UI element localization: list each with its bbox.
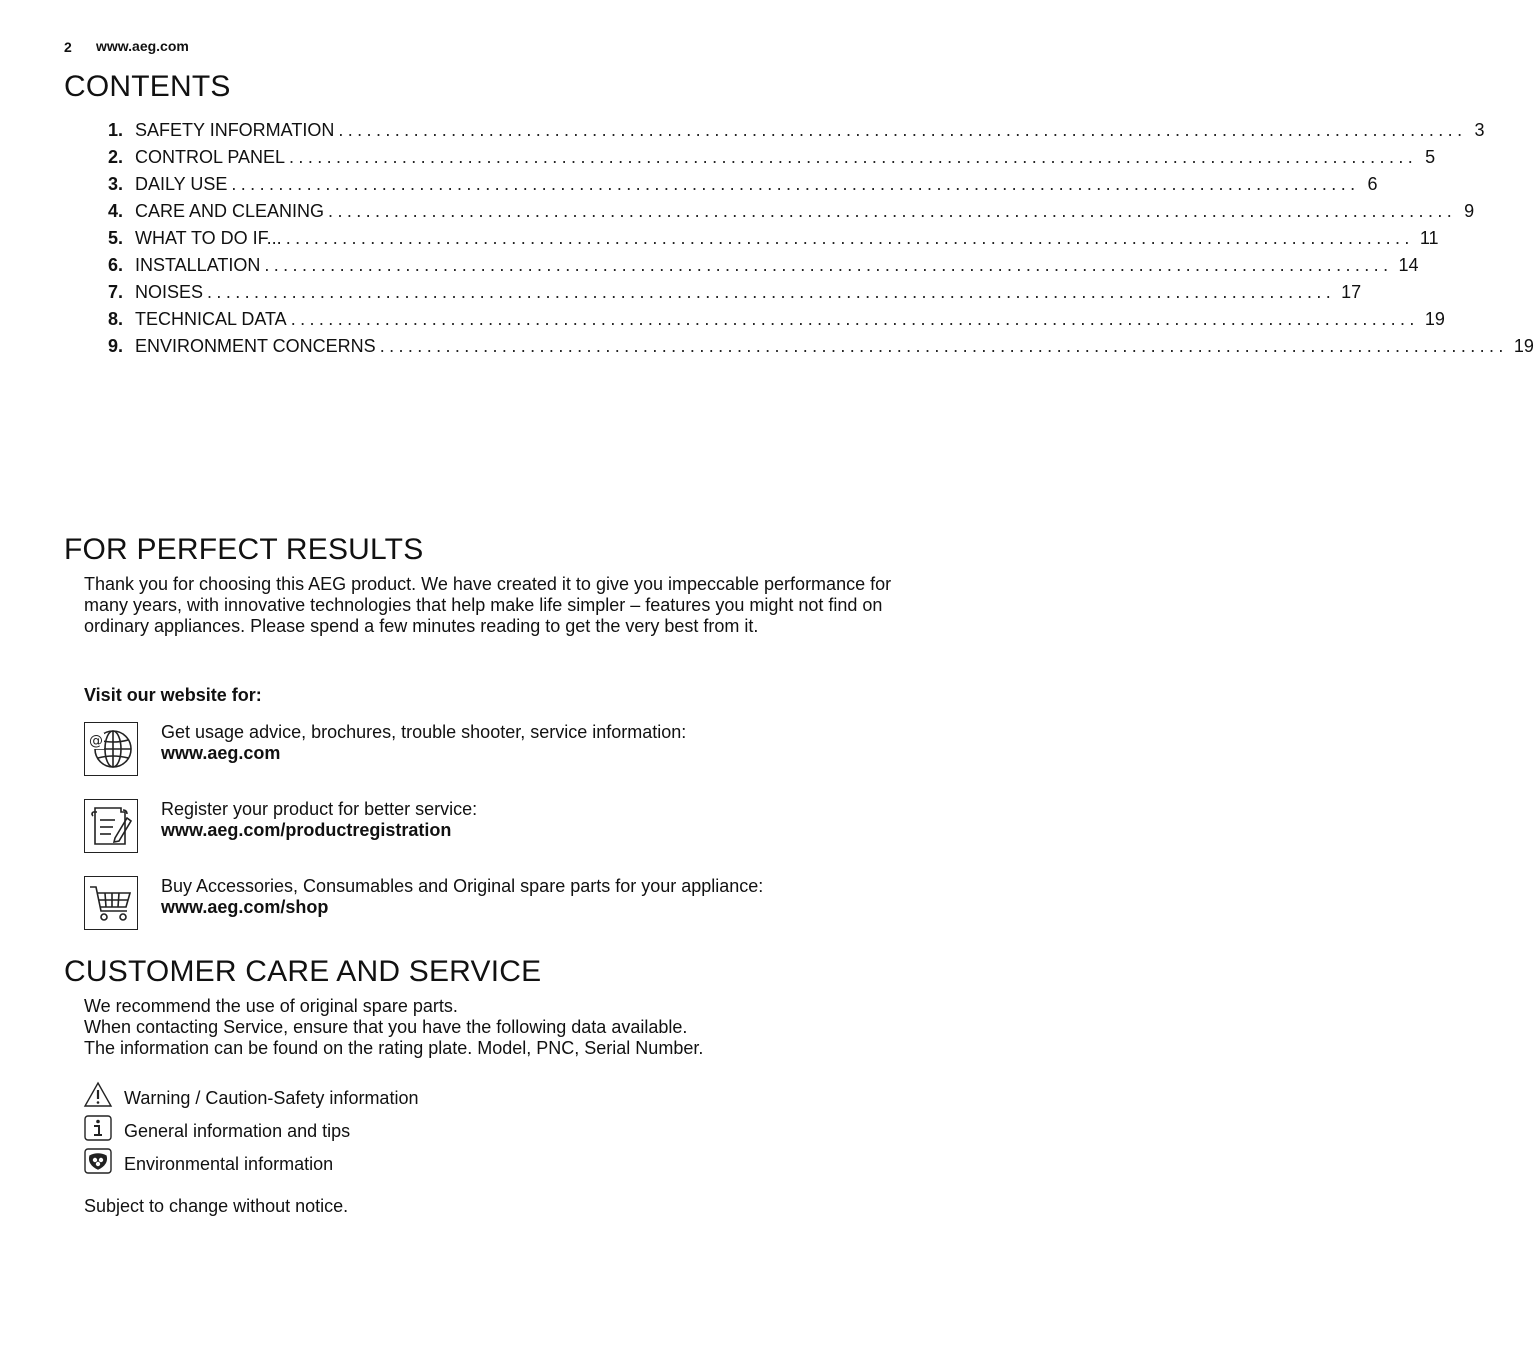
toc-item-safety-information[interactable] (108, 120, 1485, 147)
warning-icon (84, 1082, 112, 1108)
toc-item-page: 9 (1464, 201, 1475, 221)
toc-item-title: SAFETY INFORMATION (135, 120, 335, 140)
legend-label: General information and tips (124, 1121, 351, 1141)
perfect-results-heading: FOR PERFECT RESULTS (64, 533, 424, 566)
legend-warning (84, 1082, 584, 1112)
customer-care-line: We recommend the use of original spare parts. (84, 996, 458, 1016)
toc-leader-dots: ........................................................................................................................ (290, 309, 1419, 329)
visit-website-label: Visit our website for: (84, 685, 262, 705)
contents-heading: CONTENTS (64, 70, 231, 103)
toc-item-page: 3 (1474, 120, 1485, 140)
legend-environment (84, 1148, 584, 1178)
toc-item-environment-concerns[interactable] (108, 336, 1534, 363)
toc-item-noises[interactable] (108, 282, 1362, 309)
toc-leader-dots: ........................................................................................................................ (207, 282, 1336, 302)
toc-item-number: 1. (108, 120, 124, 140)
legend-label: Warning / Caution-Safety information (124, 1088, 419, 1108)
customer-care-heading: CUSTOMER CARE AND SERVICE (64, 955, 542, 988)
toc-item-page: 17 (1341, 282, 1362, 302)
toc-leader-dots: ........................................................................................................................ (231, 174, 1360, 194)
toc-item-installation[interactable] (108, 255, 1419, 282)
toc-leader-dots: ........................................................................................................................ (289, 147, 1418, 167)
toc-item-care-and-cleaning[interactable] (108, 201, 1475, 228)
toc-item-title: ENVIRONMENT CONCERNS (135, 336, 376, 356)
toc-item-number: 3. (108, 174, 124, 194)
toc-item-number: 9. (108, 336, 124, 356)
toc-item-page: 19 (1424, 309, 1445, 329)
toc-item-title: DAILY USE (135, 174, 228, 194)
toc-item-page: 19 (1513, 336, 1534, 356)
toc-item-number: 5. (108, 228, 124, 248)
toc-item-title: INSTALLATION (135, 255, 261, 275)
service-description: Buy Accessories, Consumables and Original spare parts for your appliance: (161, 876, 764, 896)
environment-icon (84, 1148, 112, 1174)
toc-item-number: 7. (108, 282, 124, 302)
toc-item-number: 4. (108, 201, 124, 221)
toc-item-what-to-do-if[interactable] (108, 228, 1439, 255)
service-text (161, 799, 901, 841)
svg-text:@: @ (89, 733, 103, 749)
change-notice: Subject to change without notice. (84, 1196, 349, 1216)
toc-leader-dots: ........................................................................................................................ (264, 255, 1393, 275)
toc-item-title: TECHNICAL DATA (135, 309, 287, 329)
toc-item-title: NOISES (135, 282, 204, 302)
service-text (161, 876, 901, 918)
toc-item-page: 6 (1367, 174, 1378, 194)
customer-care-text (84, 996, 904, 1059)
toc-leader-dots: ........................................................................................................................ (285, 228, 1414, 248)
toc-item-page: 5 (1425, 147, 1436, 167)
header-website: www.aeg.com (96, 38, 189, 54)
intro-paragraph: Thank you for choosing this AEG product. We have created it to give you impeccable performance for many years, with innovative technologies that help make life simpler – features you might not find on ordinary appliances. Please spend a few minutes reading to get the very best from it. (84, 574, 892, 636)
page-number: 2 (64, 39, 72, 55)
toc-item-number: 8. (108, 309, 124, 329)
service-link[interactable]: www.aeg.com/shop (161, 897, 329, 917)
toc-item-number: 6. (108, 255, 124, 275)
toc-item-title: WHAT TO DO IF... (135, 228, 282, 248)
shopping-cart-icon (84, 876, 138, 930)
service-description: Get usage advice, brochures, trouble shooter, service information: (161, 722, 687, 742)
globe-at-icon (84, 722, 138, 776)
table-of-contents (108, 120, 1534, 363)
customer-care-line: When contacting Service, ensure that you have the following data available. (84, 1017, 688, 1037)
registration-form-icon (84, 799, 138, 853)
info-icon (84, 1115, 112, 1141)
toc-item-number: 2. (108, 147, 124, 167)
toc-item-page: 14 (1398, 255, 1419, 275)
toc-item-technical-data[interactable] (108, 309, 1445, 336)
toc-item-page: 11 (1419, 228, 1439, 248)
service-link[interactable]: www.aeg.com (161, 743, 281, 763)
toc-item-daily-use[interactable] (108, 174, 1378, 201)
toc-leader-dots: ........................................................................................................................ (328, 201, 1457, 221)
legend-info (84, 1115, 584, 1145)
customer-care-line: The information can be found on the rating plate. Model, PNC, Serial Number. (84, 1038, 704, 1058)
service-description: Register your product for better service: (161, 799, 478, 819)
toc-leader-dots: ........................................................................................................................ (379, 336, 1508, 356)
toc-leader-dots: ........................................................................................................................ (338, 120, 1467, 140)
toc-item-title: CARE AND CLEANING (135, 201, 325, 221)
toc-item-title: CONTROL PANEL (135, 147, 286, 167)
toc-item-control-panel[interactable] (108, 147, 1436, 174)
service-text (161, 722, 901, 764)
service-link[interactable]: www.aeg.com/productregistration (161, 820, 452, 840)
legend-label: Environmental information (124, 1154, 334, 1174)
